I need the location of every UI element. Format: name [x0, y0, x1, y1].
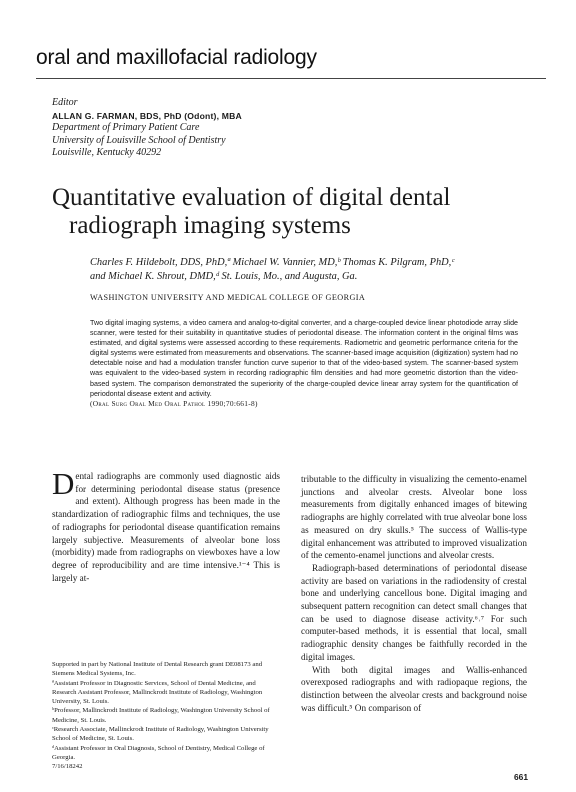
body-column-right [301, 473, 527, 714]
body-right-paragraph-1: tributable to the difficulty in visualizing the cemento-enamel junctions and alveolar crests. Alveolar bone loss measurements from digitally enhanced images of bitewing radiographs are highly correlated with true alveolar bone loss as measured on dry skulls.⁵ The success of Wallis-type digital enhancement was attributed to improved visualization of the cemento-enamel junctions and alveolar crests. [301, 474, 527, 561]
footnote-code: 7/16/18242 [52, 763, 83, 771]
footnote-b: ᵇProfessor, Mallinckrodt Institute of Radiology, Washington University School of Medicine, St. Louis. [52, 707, 270, 724]
page-number: 661 [514, 772, 528, 782]
institution-line: WASHINGTON UNIVERSITY AND MEDICAL COLLEGE OF GEORGIA [90, 293, 366, 302]
citation: (Oral Surg Oral Med Oral Pathol 1990;70:661-8) [90, 398, 258, 408]
footnote-a: ªAssistant Professor in Diagnostic Services, School of Dental Medicine, and Research Assistant Professor, Mallinckrodt Institute of Radiology, Washington University, St. Louis. [52, 679, 263, 706]
editor-location: Louisville, Kentucky 40292 [52, 147, 162, 159]
footnotes [52, 660, 280, 772]
footnote-d: ᵈAssistant Professor in Oral Diagnosis, School of Dentistry, Medical College of Georgia. [52, 744, 265, 761]
authors-line2: and Michael K. Shrout, DMD,ᵈ St. Louis, Mo., and Augusta, Ga. [90, 271, 358, 282]
editor-label: Editor [52, 97, 78, 108]
author-list [90, 256, 560, 284]
editor-name: ALLAN G. FARMAN, BDS, PhD (Odont), MBA [52, 110, 242, 121]
article-title [52, 184, 522, 240]
authors-line1: Charles F. Hildebolt, DDS, PhD,ª Michael W. Vannier, MD,ᵇ Thomas K. Pilgram, PhD,ᶜ [90, 257, 454, 268]
abstract [90, 318, 518, 409]
body-right-paragraph-2: Radiograph-based determinations of periodontal disease activity are based on variations in the radiodensity of crestal bone and underlying cancellous bone. Digital imaging and subsequent pattern recognition can detect small changes that can be used to diagnose disease activity.⁶˒⁷ For such computer-based methods, it is essential that local, small radiographic density changes be faithfully recorded in the digital images. [301, 562, 527, 662]
body-column-left [52, 466, 280, 584]
section-title: oral and maxillofacial radiology [36, 46, 317, 69]
footnote-support: Supported in part by National Institute of Dental Research grant DE08173 and Siemens Medical Systems, Inc. [52, 661, 263, 678]
abstract-text: Two digital imaging systems, a video camera and analog-to-digital converter, and a charge-coupled device linear photodiode array slide scanner, were tested for their suitability in quantitative studies of periodontal disease. The information content in the original films was estimated, and digital systems were assessed according to these requirements. Radiometric and geometric performance criteria for the digital systems were estimated from measurements and observations. The scanner-based image acquisition (digitization) system had no detectable noise and had a modulation transfer function curve superior to that of the video-based system. The scanner-based system was equivalent to the video-based system in recording radiographic film densities and had more geometric distortion than the video-based system. The comparison demonstrated the superiority of the charge-coupled device linear array system for the quantification of periodontal disease extent and activity. [90, 319, 518, 398]
editor-department: Department of Primary Patient Care [52, 122, 200, 134]
drop-cap: D [52, 466, 75, 501]
article-title-line1: Quantitative evaluation of digital dental [52, 184, 451, 211]
footnote-c: ᶜResearch Associate, Mallinckrodt Institute of Radiology, Washington University School of Medicine, St. Louis. [52, 726, 269, 743]
editor-block [52, 97, 452, 160]
section-rule [36, 78, 546, 79]
body-right-paragraph-3: With both digital images and Wallis-enhanced overexposed radiographs and with radiopaque regions, the distinction between the alveolar crests and background noise was difficult.⁵ On comparison of [301, 664, 527, 713]
body-left-text: ental radiographs are commonly used diagnostic aids for determining periodontal disease status (presence and extent). Although progress has been made in the standardization of radiographic films and techniques, the use of radiographs for periodontal disease quantification remains largely subjective. Measurements of alveolar bone loss (morbidity) made from radiographs on viewboxes have a low degree of reproducibility and are time intensive.¹⁻⁴ This is largely at- [52, 471, 280, 583]
article-title-line2: radiograph imaging systems [69, 212, 351, 239]
editor-school: University of Louisville School of Dentistry [52, 134, 226, 146]
